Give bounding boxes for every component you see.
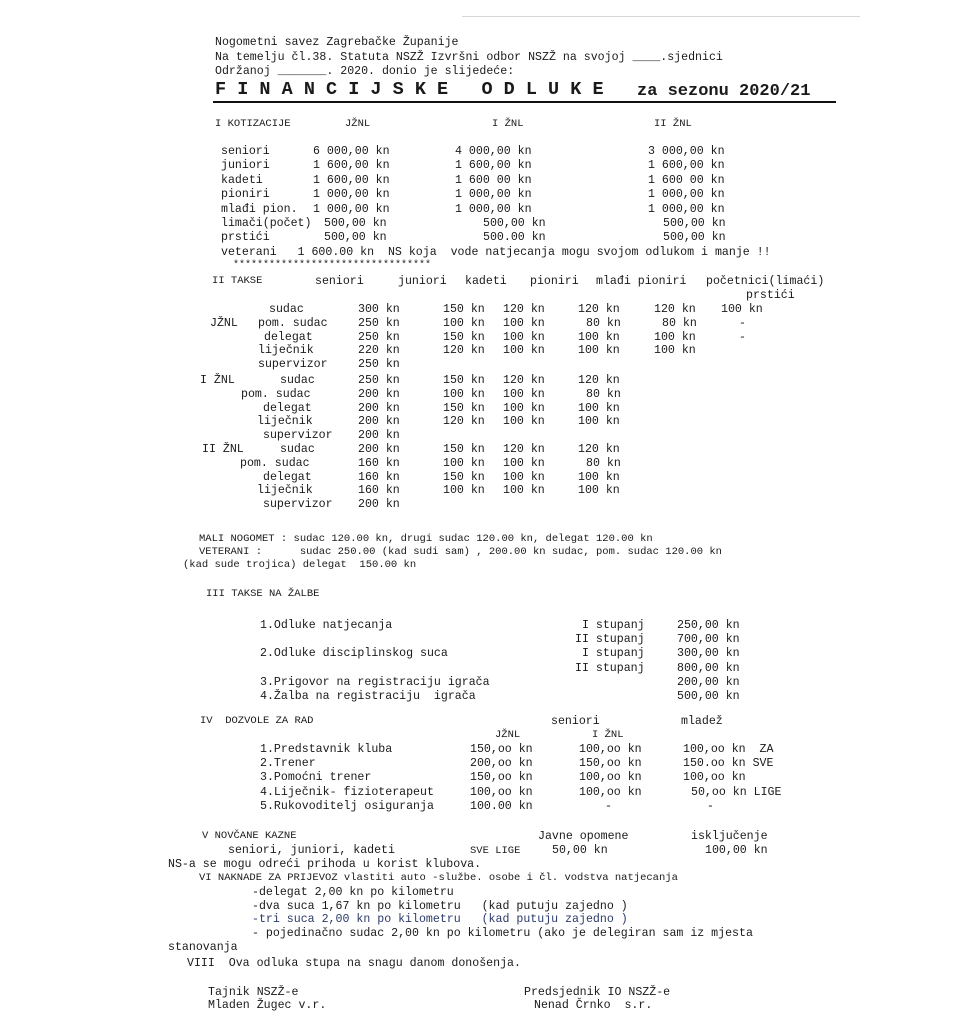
zalba-stage: I stupanj [582,619,645,632]
takse-value: 250 kn [358,374,400,387]
kotizacija-category: pioniri [221,188,270,201]
mali-nogomet-line: MALI NOGOMET : sudac 120.00 kn, drugi sudac 120.00 kn, delegat 120.00 kn [199,533,653,545]
zalba-stage: II stupanj [575,633,645,646]
veterani-takse-line-2: (kad sude trojica) delegat 150.00 kn [183,559,417,571]
kotizacije-col-iiznl: II ŽNL [654,118,692,130]
takse-value: 120 kn [503,303,545,316]
kotizacija-jznl-value: 1 000,00 kn [313,203,390,216]
kotizacija-iznl-value: 500,00 kn [483,217,546,230]
naknade-heading: VI NAKNADE ZA PRIJEVOZ vlastiti auto -službe. osobe i čl. vodstva natjecanja [199,872,678,884]
dozvole-col-iznl: I ŽNL [592,729,624,741]
zalba-value: 250,00 kn [677,619,740,632]
kotizacija-iznl-value: 1 600,00 kn [455,159,532,172]
kotizacija-jznl-value: 1 600,00 kn [313,159,390,172]
org-name: Nogometni savez Zagrebačke Županije [215,36,459,49]
naknade-pojedinacno-cont: stanovanja [168,941,238,954]
takse-value: 160 kn [358,484,400,497]
kazne-note: NS-a se mogu odreći prihoda u korist klubova. [168,858,482,871]
dozvola-label: 4.Liječnik- fizioterapeut [260,786,434,799]
kotizacija-category: prstići [221,231,270,244]
zalba-value: 800,00 kn [677,662,740,675]
takse-value: 100 kn [578,331,620,344]
viii-clause: VIII Ova odluka stupa na snagu danom donošenja. [187,957,521,970]
kazne-row-label: seniori, juniori, kadeti [228,844,395,857]
takse-value: 100 kn [578,484,620,497]
veterani-kotizacija: veterani 1 600.00 kn NS koja vode natjecanja mogu svojom odlukom i manje !! [221,246,771,259]
takse-value: 250 kn [358,358,400,371]
kazne-opomena-value: 50,00 kn [552,844,608,857]
takse-value: 150 kn [443,443,485,456]
dozvole-col-mladez: mladež [681,715,723,728]
dozvola-jznl-value: 200,oo kn [470,757,533,770]
zalba-label: 2.Odluke disciplinskog suca [260,647,448,660]
preamble-line: Na temelju čl.38. Statuta NSZŽ Izvršni odbor NSZŽ na svojoj ____.sjednici [215,51,723,64]
takse-role: delegat [263,402,312,415]
takse-value: 100 kn [503,457,545,470]
title-underline [213,101,836,103]
takse-value: 120 kn [654,303,696,316]
dozvola-mladez-value: 50,oo kn LIGE [691,786,782,799]
takse-role: delegat [264,331,313,344]
takse-value: 100 kn [443,317,485,330]
dozvola-iznl-value: 100,oo kn [579,771,642,784]
takse-value: 100 kn [578,402,620,415]
dozvola-iznl-value: 150,oo kn [579,757,642,770]
takse-col-pocetnici: početnici(limaći) [706,275,825,288]
takse-value: 80 kn [586,317,621,330]
takse-value: 220 kn [358,344,400,357]
takse-value: 100 kn [578,415,620,428]
kotizacija-iznl-value: 1 000,00 kn [455,203,532,216]
takse-league-label: II ŽNL [202,443,244,456]
kotizacije-heading: I KOTIZACIJE [215,118,291,130]
takse-col-prstici: prstići [746,289,795,302]
veterani-takse-line: VETERANI : sudac 250.00 (kad sudi sam) , 200.00 kn sudac, pom. sudac 120.00 kn [199,546,722,558]
takse-role: supervizor [263,498,333,511]
signature-left-title: Tajnik NSZŽ-e [208,986,299,999]
takse-value: 150 kn [443,303,485,316]
takse-role: supervizor [258,358,328,371]
dozvola-jznl-value: 150,oo kn [470,771,533,784]
kazne-col-javne: Javne opomene [538,830,629,843]
kotizacije-col-iznl: I ŽNL [492,118,524,130]
takse-value: 200 kn [358,415,400,428]
takse-role: pom. sudac [241,388,311,401]
takse-value: 100 kn [443,388,485,401]
zalbe-heading: III TAKSE NA ŽALBE [206,588,320,600]
takse-role: sudac [280,443,315,456]
takse-value: 80 kn [586,388,621,401]
season-label: za sezonu 2020/21 [637,82,811,101]
signature-left-name: Mladen Žugec v.r. [208,999,327,1012]
kazne-sve-lige: SVE LIGE [470,845,521,857]
takse-value: 160 kn [358,471,400,484]
takse-value: 100 kn [503,471,545,484]
takse-role: pom. sudac [258,317,328,330]
takse-value: 100 kn [503,484,545,497]
takse-value: 120 kn [443,415,485,428]
naknade-delegat: -delegat 2,00 kn po kilometru [252,886,454,899]
takse-value: 120 kn [443,344,485,357]
kotizacija-iznl-value: 4 000,00 kn [455,145,532,158]
takse-value: 100 kn [443,484,485,497]
takse-value: 100 kn [578,344,620,357]
takse-value: 150 kn [443,331,485,344]
zalba-stage: II stupanj [575,662,645,675]
takse-col-pioniri: pioniri [530,275,579,288]
takse-col-seniori: seniori [315,275,364,288]
takse-heading: II TAKSE [212,275,263,287]
naknade-pojedinacno: - pojedinačno sudac 2,00 kn po kilometru (ako je delegiran sam iz mjesta [252,927,753,940]
takse-value: 100 kn [721,303,763,316]
takse-role: sudac [280,374,315,387]
takse-value: 200 kn [358,429,400,442]
dozvola-mladez-value: 100,oo kn ZA [683,743,774,756]
takse-value: 250 kn [358,331,400,344]
dozvole-heading: IV DOZVOLE ZA RAD [200,715,314,727]
kotizacija-jznl-value: 500,00 kn [324,231,387,244]
kotizacija-iiznl-value: 500,00 kn [663,217,726,230]
zalba-label: 1.Odluke natjecanja [260,619,393,632]
signature-right-title: Predsjednik IO NSZŽ-e [524,986,671,999]
kotizacija-category: seniori [221,145,270,158]
takse-league-label: JŽNL [210,317,238,330]
kazne-heading: V NOVČANE KAZNE [202,830,297,842]
takse-value: 100 kn [578,471,620,484]
dozvola-iznl-value: 100,oo kn [579,786,642,799]
kotizacija-iiznl-value: 1 000,00 kn [648,188,725,201]
takse-value: 100 kn [503,317,545,330]
scan-edge [462,16,860,17]
kotizacija-jznl-value: 6 000,00 kn [313,145,390,158]
dozvola-label: 5.Rukovoditelj osiguranja [260,800,434,813]
dozvola-jznl-value: 150,oo kn [470,743,533,756]
zalba-value: 200,00 kn [677,676,740,689]
takse-role: sudac [269,303,304,316]
takse-value: 200 kn [358,443,400,456]
takse-value: 100 kn [503,388,545,401]
dozvola-label: 3.Pomoćni trener [260,771,372,784]
dozvole-col-seniori: seniori [551,715,600,728]
kotizacija-iiznl-value: 1 600,00 kn [648,159,725,172]
session-date-line: Održanoj _______. 2020. donio je slijedeće: [215,65,515,78]
takse-value: 100 kn [654,331,696,344]
takse-role: liječnik [258,344,314,357]
takse-value: 200 kn [358,402,400,415]
zalba-label: 4.Žalba na registraciju igrača [260,690,476,703]
zalba-stage: I stupanj [582,647,645,660]
takse-col-juniori: juniori [398,275,447,288]
takse-role: liječnik [257,484,313,497]
dozvola-label: 2.Trener [260,757,316,770]
dozvola-mladez-value: - [707,800,714,813]
kotizacija-category: kadeti [221,174,263,187]
takse-role: pom. sudac [240,457,310,470]
takse-value: 200 kn [358,498,400,511]
kotizacija-iznl-value: 500.00 kn [483,231,546,244]
dozvola-mladez-value: 150.oo kn SVE [683,757,774,770]
document-title: F I N A N C I J S K E O D L U K E [215,79,604,100]
takse-value: 100 kn [654,344,696,357]
dozvola-iznl-value: 100,oo kn [579,743,642,756]
dozvola-label: 1.Predstavnik kluba [260,743,393,756]
takse-value: 120 kn [503,443,545,456]
kotizacija-category: limači(počet) [221,217,312,230]
takse-value: 150 kn [443,374,485,387]
takse-value: 200 kn [358,388,400,401]
takse-value: 150 kn [443,471,485,484]
zalba-label: 3.Prigovor na registraciju igrača [260,676,490,689]
takse-role: supervizor [263,429,333,442]
takse-value: 100 kn [503,344,545,357]
dozvola-iznl-value: - [605,800,612,813]
takse-value: 80 kn [662,317,697,330]
dozvola-jznl-value: 100.00 kn [470,800,533,813]
kotizacija-jznl-value: 1 000,00 kn [313,188,390,201]
kazne-iskljucenje-value: 100,00 kn [705,844,768,857]
takse-role: liječnik [257,415,313,428]
zalba-value: 700,00 kn [677,633,740,646]
stars-divider: ********************************* [233,260,432,271]
kotizacija-iiznl-value: 1 000,00 kn [648,203,725,216]
takse-value: 160 kn [358,457,400,470]
kazne-col-iskljucenje: isključenje [691,830,768,843]
dozvola-jznl-value: 100,oo kn [470,786,533,799]
takse-role: delegat [263,471,312,484]
takse-value: 120 kn [578,374,620,387]
zalba-value: 300,00 kn [677,647,740,660]
takse-value: 100 kn [503,331,545,344]
takse-value: - [739,331,746,344]
kotizacija-iiznl-value: 3 000,00 kn [648,145,725,158]
zalba-value: 500,00 kn [677,690,740,703]
signature-right-name: Nenad Črnko s.r. [534,999,653,1012]
kotizacija-iznl-value: 1 000,00 kn [455,188,532,201]
takse-value: 150 kn [443,402,485,415]
dozvola-mladez-value: 100,oo kn [683,771,746,784]
takse-value: - [739,317,746,330]
takse-col-mladi-pioniri: mlađi pioniri [596,275,687,288]
kotizacije-col-jznl: JŽNL [345,118,371,130]
kotizacija-iiznl-value: 1 600 00 kn [648,174,725,187]
kotizacija-jznl-value: 500,00 kn [324,217,387,230]
takse-col-kadeti: kadeti [465,275,507,288]
takse-value: 100 kn [503,402,545,415]
takse-value: 80 kn [586,457,621,470]
naknade-dva-suca: -dva suca 1,67 kn po kilometru (kad putuju zajedno ) [252,900,628,913]
dozvole-col-jznl: JŽNL [495,729,521,741]
takse-value: 120 kn [578,443,620,456]
takse-value: 100 kn [503,415,545,428]
takse-value: 120 kn [578,303,620,316]
naknade-tri-suca: -tri suca 2,00 kn po kilometru (kad putuju zajedno ) [252,913,628,926]
kotizacija-iiznl-value: 500,00 kn [663,231,726,244]
takse-value: 120 kn [503,374,545,387]
takse-value: 100 kn [443,457,485,470]
kotizacija-iznl-value: 1 600 00 kn [455,174,532,187]
takse-value: 250 kn [358,317,400,330]
kotizacija-category: juniori [221,159,270,172]
takse-value: 300 kn [358,303,400,316]
kotizacija-jznl-value: 1 600,00 kn [313,174,390,187]
takse-league-label: I ŽNL [200,374,235,387]
kotizacija-category: mlađi pion. [221,203,298,216]
